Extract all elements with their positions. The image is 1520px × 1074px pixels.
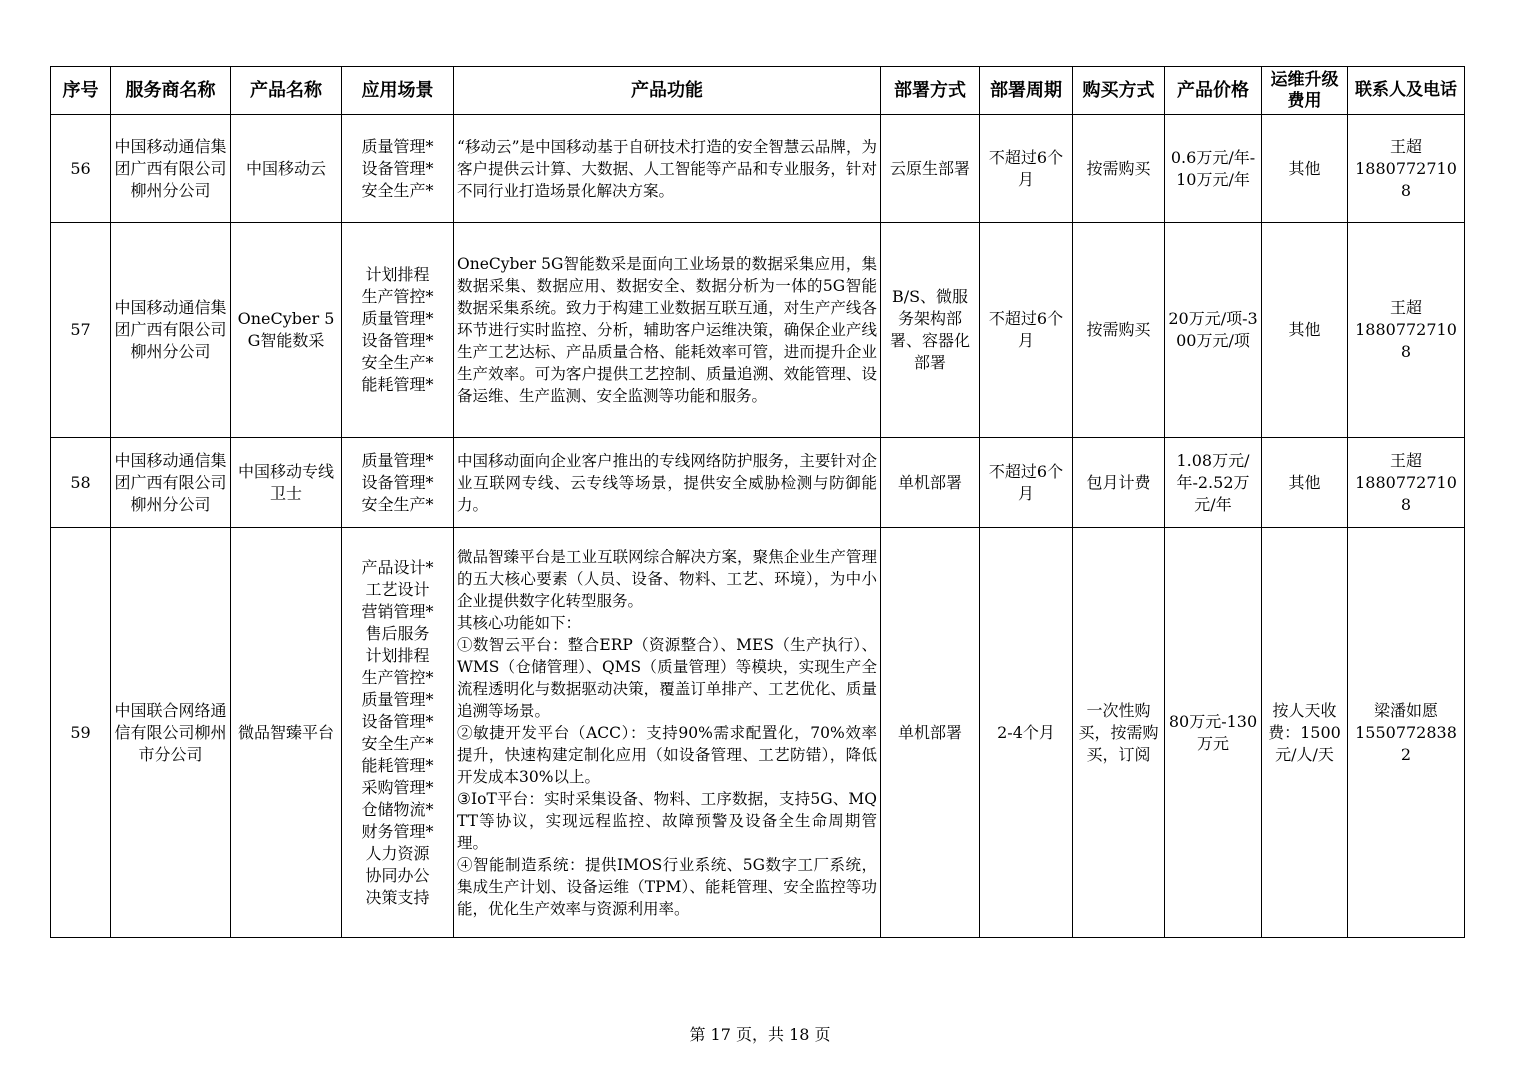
cell-deploy-mode: 单机部署 — [881, 438, 980, 528]
header-price: 产品价格 — [1165, 67, 1262, 115]
header-no: 序号 — [51, 67, 111, 115]
cell-deploy-mode: 单机部署 — [881, 528, 980, 938]
cell-price: 0.6万元/年-10万元/年 — [1165, 115, 1262, 223]
cell-function: 中国移动面向企业客户推出的专线网络防护服务，主要针对企业互联网专线、云专线等场景，提供安全威胁检测与防御能力。 — [454, 438, 881, 528]
header-scenario: 应用场景 — [342, 67, 454, 115]
cell-product: OneCyber 5G智能数采 — [231, 223, 342, 438]
cell-price: 20万元/项-300万元/项 — [1165, 223, 1262, 438]
cell-deploy-mode: B/S、微服务架构部署、容器化部署 — [881, 223, 980, 438]
cell-purchase: 按需购买 — [1073, 115, 1165, 223]
table-row — [51, 115, 1465, 223]
cell-provider: 中国移动通信集团广西有限公司柳州分公司 — [111, 223, 231, 438]
cell-no: 57 — [51, 223, 111, 438]
page-footer: 第 17 页，共 18 页 — [689, 1025, 831, 1044]
cell-contact: 王超 18807727108 — [1348, 223, 1465, 438]
header-purchase: 购买方式 — [1073, 67, 1165, 115]
cell-product: 微品智臻平台 — [231, 528, 342, 938]
cell-maintenance: 按人天收费：1500元/人/天 — [1262, 528, 1348, 938]
cell-provider: 中国移动通信集团广西有限公司柳州分公司 — [111, 438, 231, 528]
cell-price: 80万元-130万元 — [1165, 528, 1262, 938]
cell-product: 中国移动云 — [231, 115, 342, 223]
header-function: 产品功能 — [454, 67, 881, 115]
cell-maintenance: 其他 — [1262, 438, 1348, 528]
cell-deploy-cycle: 不超过6个月 — [980, 438, 1073, 528]
cell-no: 58 — [51, 438, 111, 528]
cell-scenario: 质量管理* 设备管理* 安全生产* — [342, 115, 454, 223]
table-row — [51, 223, 1465, 438]
header-product: 产品名称 — [231, 67, 342, 115]
cell-scenario: 产品设计* 工艺设计 营销管理* 售后服务 计划排程 生产管控* 质量管理* 设备管理* 安全生产* 能耗管理* 采购管理* 仓储物流* 财务管理* 人力资源 协同办公 决策支持 — [342, 528, 454, 938]
cell-function: 微品智臻平台是工业互联网综合解决方案，聚焦企业生产管理的五大核心要素（人员、设备、物料、工艺、环境），为中小企业提供数字化转型服务。 其核心功能如下： ①数智云平台：整合ERP（资源整合）、MES（生产执行）、WMS（仓储管理）、QMS（质量管理）等模块，实现生产全流程透明化与数据驱动决策，覆盖订单排产、工艺优化、质量追溯等场景。 ②敏捷开发平台（ACC）：支持90%需求配置化，70%效率提升，快速构建定制化应用（如设备管理、工艺防错），降低开发成本30%以上。 ③IoT平台：实时采集设备、物料、工序数据，支持5G、MQTT等协议，实现远程监控、故障预警及设备全生命周期管理。 ④智能制造系统：提供IMOS行业系统、5G数字工厂系统，集成生产计划、设备运维（TPM）、能耗管理、安全监控等功能，优化生产效率与资源利用率。 — [454, 528, 881, 938]
product-table — [50, 66, 1465, 938]
cell-maintenance: 其他 — [1262, 115, 1348, 223]
cell-function: OneCyber 5G智能数采是面向工业场景的数据采集应用，集数据采集、数据应用、数据安全、数据分析为一体的5G智能数据采集系统。致力于构建工业数据互联互通，对生产产线各环节进行实时监控、分析，辅助客户运维决策，确保企业产线生产工艺达标、产品质量合格、能耗效率可管，进而提升企业生产效率。可为客户提供工艺控制、质量追溯、效能管理、设备运维、生产监测、安全监测等功能和服务。 — [454, 223, 881, 438]
cell-function: “移动云”是中国移动基于自研技术打造的安全智慧云品牌，为客户提供云计算、大数据、人工智能等产品和专业服务，针对不同行业打造场景化解决方案。 — [454, 115, 881, 223]
cell-no: 56 — [51, 115, 111, 223]
header-deploy-cycle: 部署周期 — [980, 67, 1073, 115]
cell-no: 59 — [51, 528, 111, 938]
cell-purchase: 包月计费 — [1073, 438, 1165, 528]
cell-purchase: 一次性购买，按需购买，订阅 — [1073, 528, 1165, 938]
header-deploy-mode: 部署方式 — [881, 67, 980, 115]
table-row — [51, 528, 1465, 938]
header-provider: 服务商名称 — [111, 67, 231, 115]
cell-price: 1.08万元/年-2.52万元/年 — [1165, 438, 1262, 528]
cell-scenario: 计划排程 生产管控* 质量管理* 设备管理* 安全生产* 能耗管理* — [342, 223, 454, 438]
header-row — [51, 67, 1465, 115]
cell-contact: 梁潘如愿 15507728382 — [1348, 528, 1465, 938]
cell-product: 中国移动专线卫士 — [231, 438, 342, 528]
cell-maintenance: 其他 — [1262, 223, 1348, 438]
cell-purchase: 按需购买 — [1073, 223, 1165, 438]
header-contact: 联系人及电话 — [1348, 67, 1465, 115]
table-row — [51, 438, 1465, 528]
cell-deploy-mode: 云原生部署 — [881, 115, 980, 223]
cell-deploy-cycle: 不超过6个月 — [980, 115, 1073, 223]
cell-scenario: 质量管理* 设备管理* 安全生产* — [342, 438, 454, 528]
cell-deploy-cycle: 不超过6个月 — [980, 223, 1073, 438]
cell-contact: 王超 18807727108 — [1348, 115, 1465, 223]
cell-provider: 中国联合网络通信有限公司柳州市分公司 — [111, 528, 231, 938]
cell-contact: 王超 18807727108 — [1348, 438, 1465, 528]
header-maintenance: 运维升级费用 — [1262, 67, 1348, 115]
cell-provider: 中国移动通信集团广西有限公司柳州分公司 — [111, 115, 231, 223]
cell-deploy-cycle: 2-4个月 — [980, 528, 1073, 938]
